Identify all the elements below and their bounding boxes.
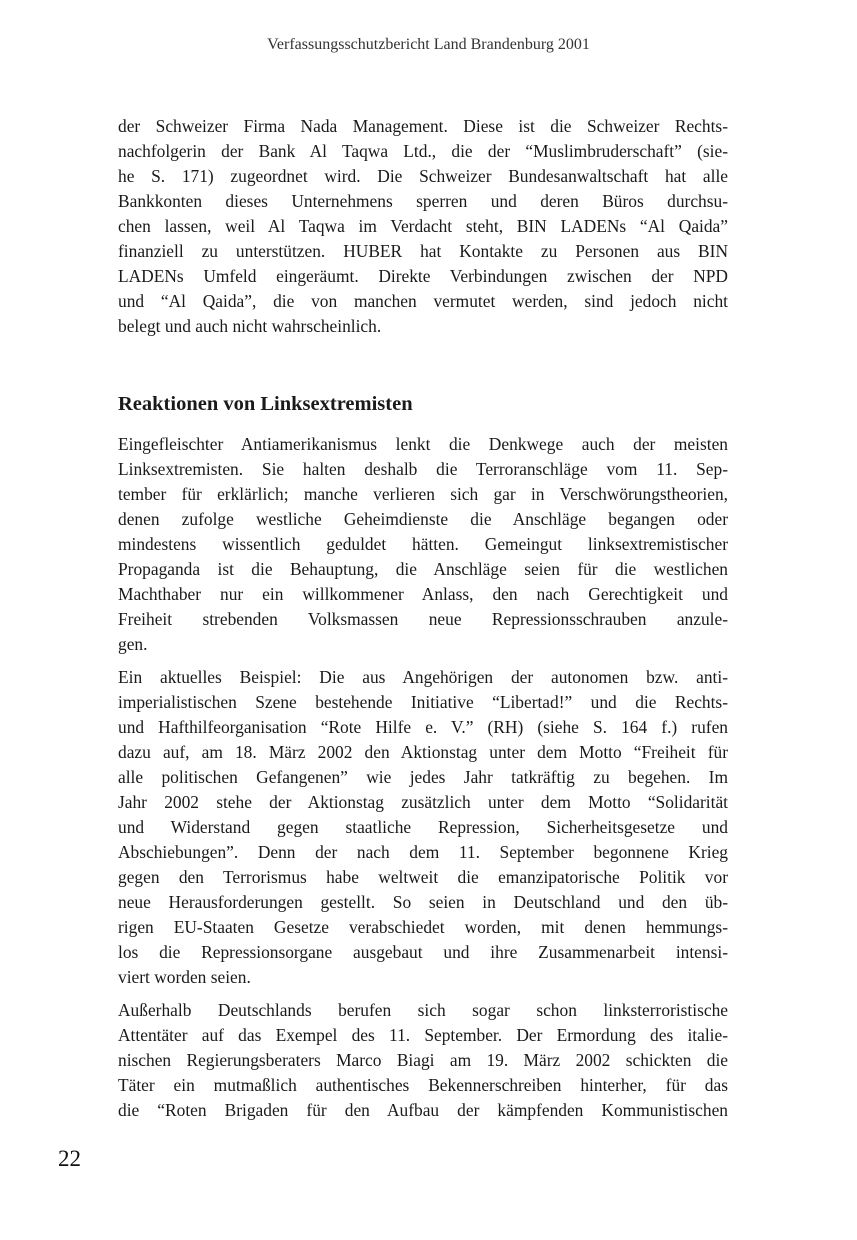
text-line: Täter ein mutmaßlich authentisches Bekennerschreiben hinterher, für das <box>118 1075 728 1095</box>
text-line: finanziell zu unterstützen. HUBER hat Kontakte zu Personen aus BIN <box>118 241 728 261</box>
text-line: los die Repressionsorgane ausgebaut und ihre Zusammenarbeit intensi- <box>118 942 728 962</box>
text-line: mindestens wissentlich geduldet hätten. Gemeingut linksextremistischer <box>118 534 728 554</box>
text-line: Jahr 2002 stehe der Aktionstag zusätzlich unter dem Motto “Solidarität <box>118 792 728 812</box>
text-line: denen zufolge westliche Geheimdienste die Anschläge begangen oder <box>118 509 728 529</box>
text-line: neue Herausforderungen gestellt. So seien in Deutschland und den üb- <box>118 892 728 912</box>
running-header: Verfassungsschutzbericht Land Brandenburg 2001 <box>267 36 590 53</box>
paragraph-3 <box>118 665 728 990</box>
text-line: alle politischen Gefangenen” wie jedes Jahr tatkräftig zu begehen. Im <box>118 767 728 787</box>
text-line: viert worden seien. <box>118 967 251 987</box>
text-line: gen. <box>118 634 148 654</box>
text-line: und “Al Qaida”, die von manchen vermutet werden, sind jedoch nicht <box>118 291 728 311</box>
text-line: Abschiebungen”. Denn der nach dem 11. September begonnene Krieg <box>118 842 728 862</box>
text-line: gegen den Terrorismus habe weltweit die emanzipatorische Politik vor <box>118 867 728 887</box>
text-line: he S. 171) zugeordnet wird. Die Schweizer Bundesanwaltschaft hat alle <box>118 166 728 186</box>
paragraph-4 <box>118 998 728 1123</box>
text-line: die “Roten Brigaden für den Aufbau der kämpfenden Kommunistischen <box>118 1100 728 1120</box>
text-line: tember für erklärlich; manche verlieren sich gar in Verschwörungstheorien, <box>118 484 728 504</box>
section-heading: Reaktionen von Linksextremisten <box>118 393 413 415</box>
text-line: Machthaber nur ein willkommener Anlass, den nach Gerechtigkeit und <box>118 584 728 604</box>
paragraph-2 <box>118 432 728 657</box>
paragraph-gap <box>118 657 728 665</box>
text-line: Freiheit strebenden Volksmassen neue Repressionsschrauben anzule- <box>118 609 728 629</box>
paragraph-gap <box>118 990 728 998</box>
page-number: 22 <box>58 1146 81 1171</box>
text-line: chen lassen, weil Al Taqwa im Verdacht steht, BIN LADENs “Al Qaida” <box>118 216 728 236</box>
text-line: LADENs Umfeld eingeräumt. Direkte Verbindungen zwischen der NPD <box>118 266 728 286</box>
text-line: Bankkonten dieses Unternehmens sperren und deren Büros durchsu- <box>118 191 728 211</box>
text-line: Ein aktuelles Beispiel: Die aus Angehörigen der autonomen bzw. anti- <box>118 667 728 687</box>
text-line: rigen EU-Staaten Gesetze verabschiedet worden, mit denen hemmungs- <box>118 917 728 937</box>
text-line: Attentäter auf das Exempel des 11. September. Der Ermordung des italie- <box>118 1025 728 1045</box>
text-line: der Schweizer Firma Nada Management. Diese ist die Schweizer Rechts- <box>118 116 728 136</box>
paragraph-1 <box>118 114 728 339</box>
text-line: Eingefleischter Antiamerikanismus lenkt die Denkwege auch der meisten <box>118 434 728 454</box>
text-line: nachfolgerin der Bank Al Taqwa Ltd., die der “Muslimbruderschaft” (sie- <box>118 141 728 161</box>
text-line: nischen Regierungsberaters Marco Biagi am 19. März 2002 schickten die <box>118 1050 728 1070</box>
text-line: Linksextremisten. Sie halten deshalb die Terroranschläge vom 11. Sep- <box>118 459 728 479</box>
text-line: und Hafthilfeorganisation “Rote Hilfe e. V.” (RH) (siehe S. 164 f.) rufen <box>118 717 728 737</box>
text-line: Außerhalb Deutschlands berufen sich sogar schon linksterroristische <box>118 1000 728 1020</box>
text-line: und Widerstand gegen staatliche Repression, Sicherheitsgesetze und <box>118 817 728 837</box>
text-line: imperialistischen Szene bestehende Initiative “Libertad!” und die Rechts- <box>118 692 728 712</box>
page-body <box>118 114 728 1123</box>
text-line: Propaganda ist die Behauptung, die Anschläge seien für die westlichen <box>118 559 728 579</box>
text-line: belegt und auch nicht wahrscheinlich. <box>118 316 382 336</box>
text-line: dazu auf, am 18. März 2002 den Aktionstag unter dem Motto “Freiheit für <box>118 742 728 762</box>
